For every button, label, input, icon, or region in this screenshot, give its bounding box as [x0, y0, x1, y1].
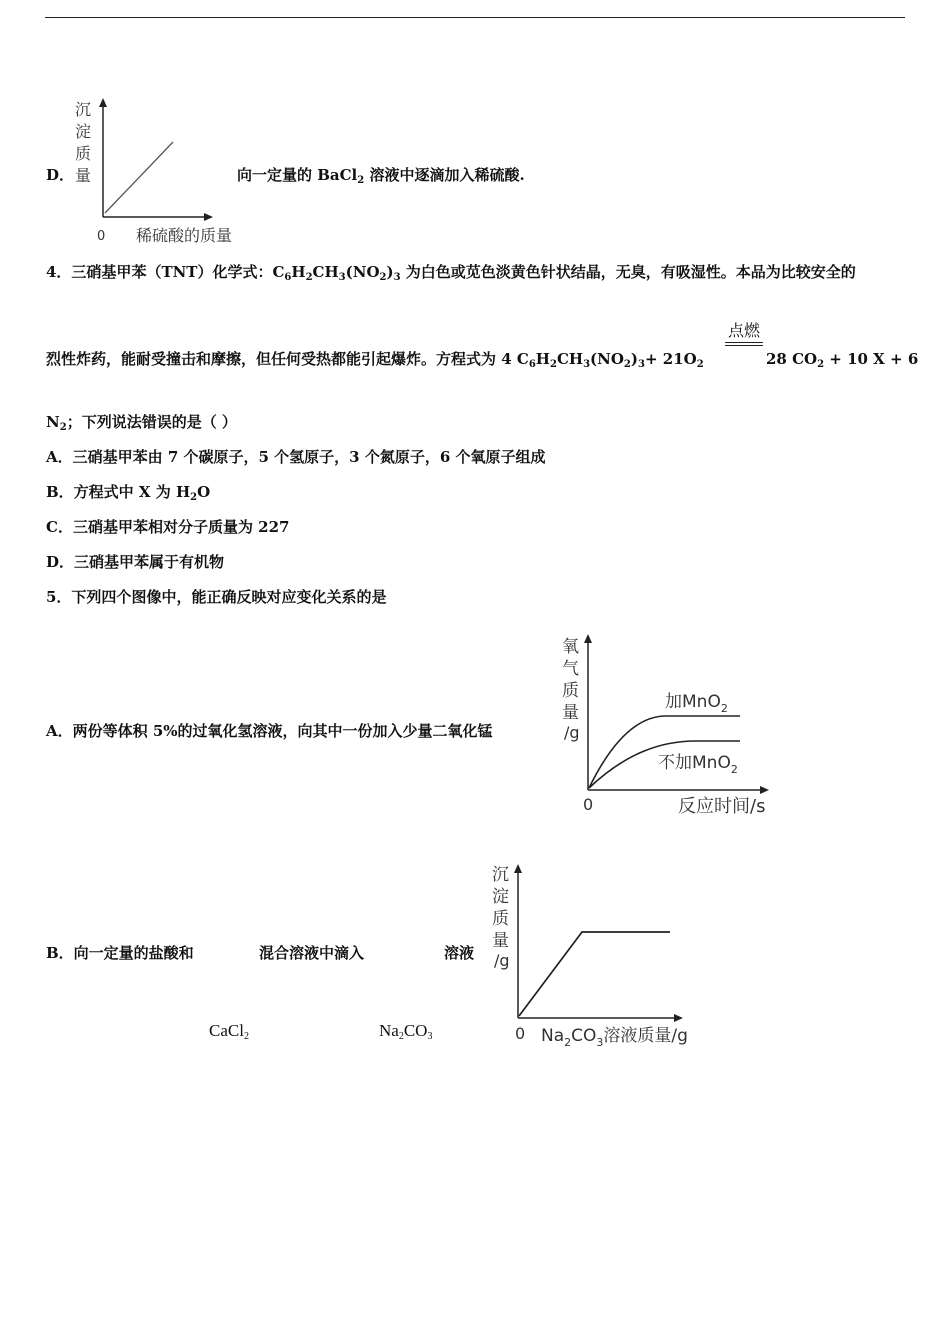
y-label-1: 沉: [492, 865, 509, 885]
header-rule: [45, 17, 905, 18]
q4-stem-line2: 烈性炸药，能耐受撞击和摩擦，但任何受热都能引起爆炸。方程式为 4 $C_6H_2CH_3(NO_2)_3+ 21O_2$: [46, 350, 704, 370]
origin-label: 0: [583, 795, 594, 814]
q3-option-d-text: 向一定量的 BaCl$_2$ 溶液中逐滴加入稀硫酸.: [237, 166, 525, 186]
y-label-4: 量: [75, 166, 92, 185]
cacl2-formula: CaCl$_2$: [209, 1021, 249, 1042]
q5-option-b-text1: B．向一定量的盐酸和: [46, 944, 194, 962]
q5-option-a: A．两份等体积 5%的过氧化氢溶液，向其中一份加入少量二氧化锰: [46, 722, 493, 740]
equals-sign: [725, 342, 763, 346]
graph-precipitate-na2co3: [488, 856, 720, 1056]
condition-text: 点燃: [727, 321, 760, 340]
q4-stem-line3: $N_2$；下列说法错误的是（ ）: [46, 413, 237, 433]
origin-label: 0: [515, 1024, 526, 1043]
graph-oxygen-mass: [556, 628, 791, 823]
q4-stem-line1: 4．三硝基甲苯（TNT）化学式：$C_6H_2CH_3(NO_2)_3$ 为白色或苋色淡黄色针状结晶，无臭，有吸湿性。本品为比较安全的: [46, 263, 856, 283]
reaction-condition: [722, 322, 766, 346]
q4-option-a: A．三硝基甲苯由 7 个碳原子，5 个氢原子，3 个氮原子，6 个氧原子组成: [46, 448, 546, 466]
q5-stem: 5．下列四个图像中，能正确反映对应变化关系的是: [46, 588, 387, 606]
y-label-3: 质: [562, 681, 579, 701]
x-axis-label: 稀硫酸的质量: [136, 226, 233, 245]
q4-option-b: B．方程式中 X 为 $H_2O$: [46, 483, 211, 503]
na2co3-formula: $Na_2CO_3$: [379, 1021, 433, 1042]
q4-option-c: C．三硝基甲苯相对分子质量为 227: [46, 518, 290, 536]
curve2-label: 不加MnO$_2$: [658, 753, 738, 776]
origin-label: 0: [97, 229, 106, 244]
q5-option-b-text3: 溶液: [444, 944, 475, 962]
y-label-2: 气: [562, 659, 579, 679]
graph-bacl2-precipitate: [70, 95, 250, 250]
curve1-label: 加MnO$_2$: [665, 692, 728, 715]
y-label-1: 氧: [562, 637, 579, 657]
x-axis-label: $Na_2CO_3$溶液质量/g: [541, 1026, 688, 1049]
y-label-4: 量: [492, 931, 509, 951]
q4-option-d: D．三硝基甲苯属于有机物: [46, 553, 225, 571]
q3-option-d-label: D．: [46, 166, 75, 184]
y-label-5: /g: [494, 951, 510, 970]
y-label-3: 质: [492, 909, 509, 929]
q5-option-b-text2: 混合溶液中滴入: [259, 944, 365, 962]
y-label-2: 淀: [492, 887, 509, 907]
x-axis-label: 反应时间/s: [678, 796, 766, 817]
y-label-2: 淀: [75, 122, 92, 141]
y-label-3: 质: [75, 144, 92, 163]
y-label-1: 沉: [75, 100, 92, 119]
y-label-5: /g: [564, 723, 580, 742]
q4-equation-rhs: 28 $CO_2 + 10$ X + 6: [766, 350, 919, 370]
y-label-4: 量: [562, 703, 579, 723]
